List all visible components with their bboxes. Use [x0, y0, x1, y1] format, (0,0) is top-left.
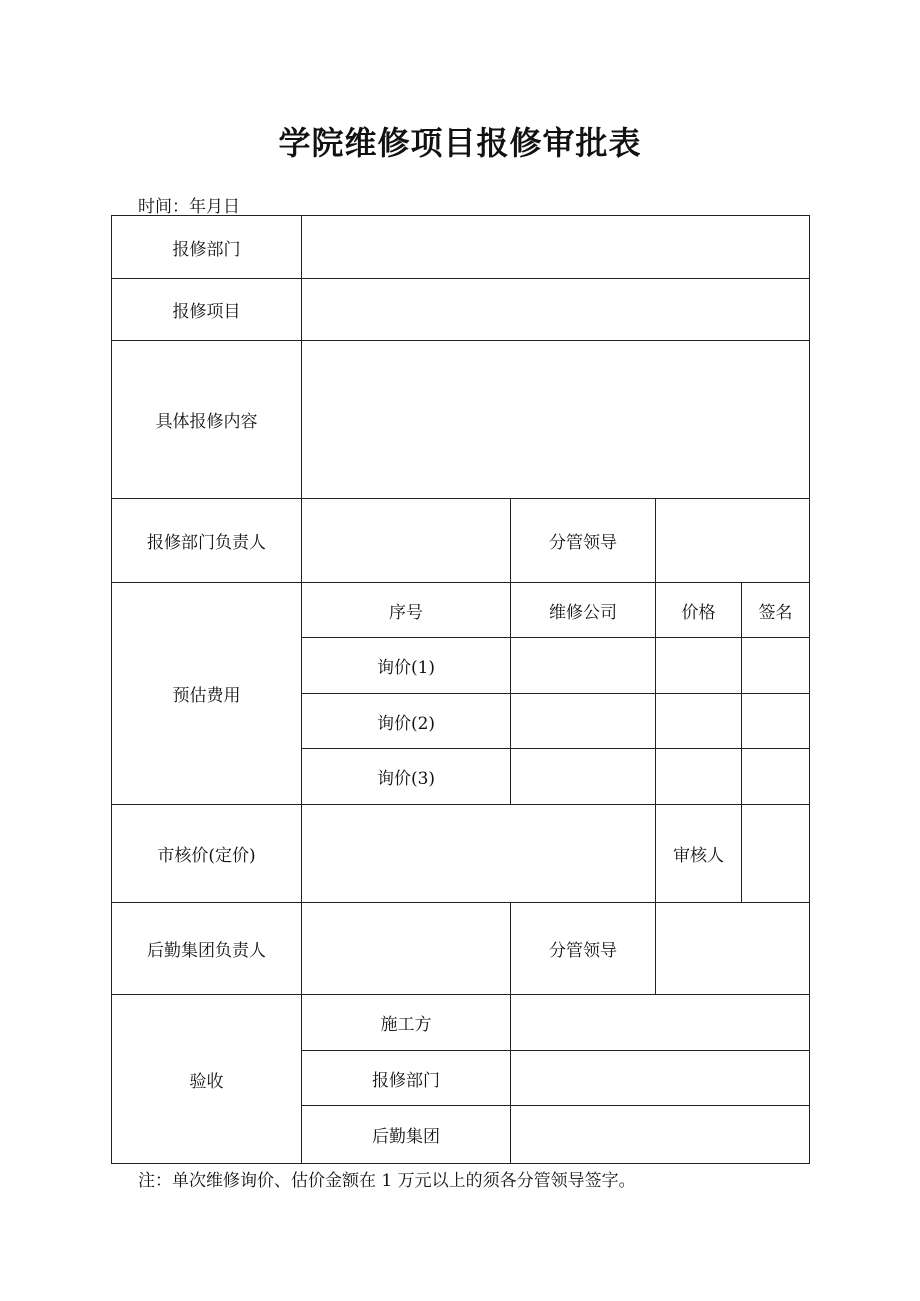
header-company: 维修公司 [511, 583, 656, 638]
field-supervisor-2[interactable] [656, 903, 810, 995]
label-acceptance-logistics: 后勤集团 [302, 1106, 511, 1164]
label-quote-1: 询价(1) [302, 638, 511, 694]
form-title: 学院维修项目报修审批表 [278, 124, 642, 162]
header-price: 价格 [656, 583, 742, 638]
label-quote-2: 询价(2) [302, 694, 511, 749]
field-reviewer[interactable] [742, 805, 810, 903]
label-supervisor-2: 分管领导 [511, 903, 656, 995]
field-dept[interactable] [302, 216, 810, 279]
date-line: 时间：年月日 [138, 197, 240, 217]
label-acceptance-dept: 报修部门 [302, 1051, 511, 1106]
field-quote-3-company[interactable] [511, 749, 656, 805]
field-quote-2-company[interactable] [511, 694, 656, 749]
row-dept [112, 216, 810, 279]
row-city-price [112, 805, 810, 903]
field-quote-1-signature[interactable] [742, 638, 810, 694]
label-acceptance: 验收 [112, 995, 302, 1164]
row-acceptance-contractor [112, 995, 810, 1051]
field-quote-3-price[interactable] [656, 749, 742, 805]
label-project: 报修项目 [112, 279, 302, 341]
field-content[interactable] [302, 341, 810, 499]
field-acceptance-logistics[interactable] [511, 1106, 810, 1164]
header-signature: 签名 [742, 583, 810, 638]
field-quote-2-signature[interactable] [742, 694, 810, 749]
row-content [112, 341, 810, 499]
row-project [112, 279, 810, 341]
field-acceptance-dept[interactable] [511, 1051, 810, 1106]
label-logistics-head: 后勤集团负责人 [112, 903, 302, 995]
field-quote-1-price[interactable] [656, 638, 742, 694]
label-content: 具体报修内容 [112, 341, 302, 499]
label-supervisor-1: 分管领导 [511, 499, 656, 583]
field-dept-head[interactable] [302, 499, 511, 583]
field-logistics-head[interactable] [302, 903, 511, 995]
approval-form-table [111, 215, 810, 1164]
label-estimate: 预估费用 [112, 583, 302, 805]
field-contractor[interactable] [511, 995, 810, 1051]
label-contractor: 施工方 [302, 995, 511, 1051]
row-logistics-head [112, 903, 810, 995]
label-reviewer: 审核人 [656, 805, 742, 903]
footnote: 注：单次维修询价、估价金额在 1 万元以上的须各分管领导签字。 [138, 1171, 636, 1191]
label-city-price: 市核价(定价) [112, 805, 302, 903]
field-quote-2-price[interactable] [656, 694, 742, 749]
label-dept-head: 报修部门负责人 [112, 499, 302, 583]
label-dept: 报修部门 [112, 216, 302, 279]
label-quote-3: 询价(3) [302, 749, 511, 805]
field-quote-3-signature[interactable] [742, 749, 810, 805]
field-quote-1-company[interactable] [511, 638, 656, 694]
field-city-price[interactable] [302, 805, 656, 903]
field-supervisor-1[interactable] [656, 499, 810, 583]
field-project[interactable] [302, 279, 810, 341]
header-serial: 序号 [302, 583, 511, 638]
row-dept-head [112, 499, 810, 583]
row-estimate-header [112, 583, 810, 638]
